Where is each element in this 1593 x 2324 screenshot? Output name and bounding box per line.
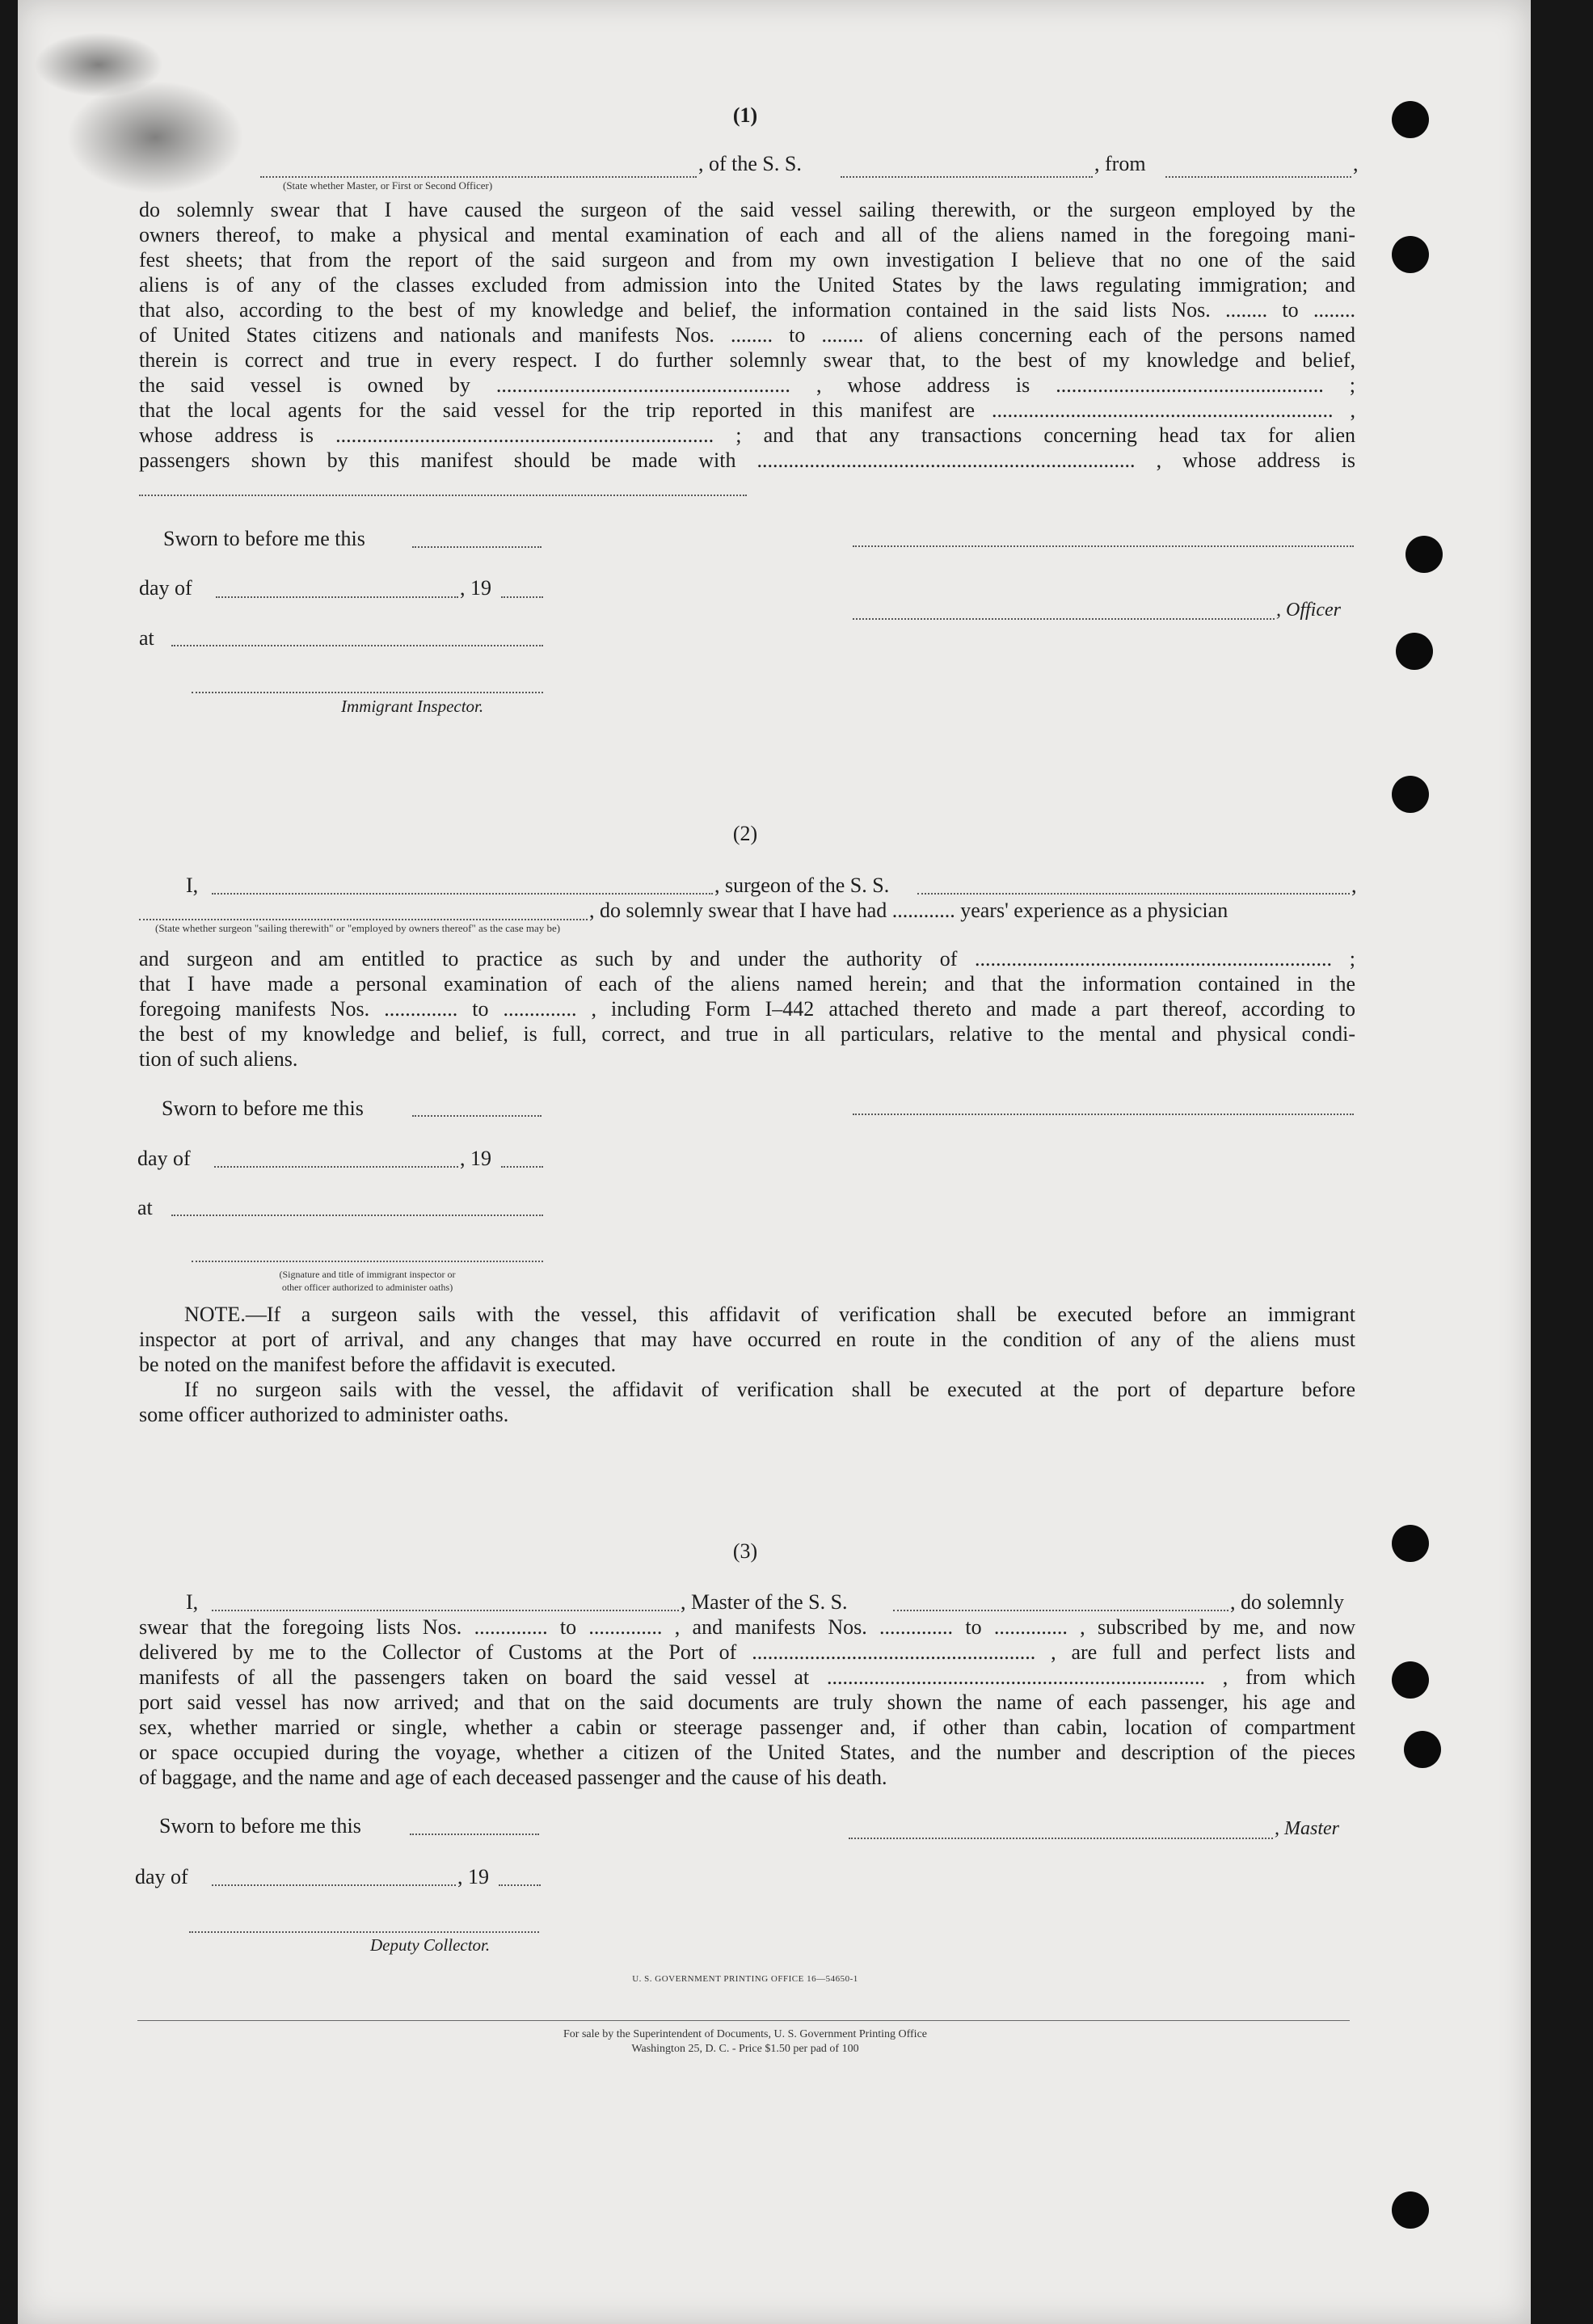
surgeon-status-field[interactable] [139,919,588,920]
day-of-month-field-2[interactable] [214,1166,458,1168]
sworn-date-field-1[interactable] [412,546,542,548]
binder-hole [1392,236,1429,273]
binder-hole [1405,536,1443,573]
sworn-date-field-2[interactable] [412,1115,542,1117]
affidavit-1-line: fest sheets; that from the report of the said surgeon and from my own investigation I believe that no one of the said [139,248,1355,272]
affidavit-1-line: owners thereof, to make a physical and mental examination of each and all of the aliens named in the foregoing mani- [139,223,1355,246]
officer-signature-line[interactable] [853,618,1275,620]
day-of-label-1: day of [139,576,192,600]
affidavit-2-line: that I have made a personal examination of each of the aliens named herein; and that the information contained in the [139,972,1355,996]
deputy-signature-line[interactable] [189,1931,539,1933]
signature-line-2[interactable] [192,1261,543,1262]
day-of-month-field-3[interactable] [212,1884,456,1886]
binder-hole [1404,1731,1441,1768]
officer-signature-line-top[interactable] [853,545,1354,547]
at-label-1: at [139,626,154,650]
footer-rule [137,2020,1350,2021]
comma-2: , [1351,874,1357,897]
day-of-label-2: day of [137,1147,191,1170]
sale-line-1: For sale by the Superintendent of Documents, U. S. Government Printing Office [563,2028,927,2040]
note-line: inspector at port of arrival, and any changes that may have occurred en route in the condition of any of the aliens must [139,1328,1355,1351]
surgeon-name-field[interactable] [212,893,713,895]
binder-hole [1396,633,1433,670]
binder-hole [1392,1525,1429,1562]
day-of-label-3: day of [135,1865,188,1888]
surgeon-signature-line[interactable] [853,1114,1354,1115]
i-label-2: I, [186,874,199,897]
master-name-field[interactable] [212,1610,679,1611]
sworn-label-2: Sworn to before me this [162,1097,364,1120]
affidavit-2-line: the best of my knowledge and belief, is full, correct, and true in all particulars, relative to the mental and physical condi- [139,1022,1355,1046]
officer-rank-field[interactable] [260,176,697,178]
inspector-signature-line[interactable] [192,692,543,693]
i-label-3: I, [186,1590,199,1614]
note2-line: some officer authorized to administer oaths. [139,1403,509,1426]
affidavit-3-line: swear that the foregoing lists Nos. .............. to .............. , and manifests Nos. .............. to .............. , subscribed by me, and now [139,1615,1355,1639]
at-label-2: at [137,1196,153,1219]
affidavit-3-line: sex, whether married or single, whether a cabin or steerage passenger and, if other than cabin, location of compartment [139,1716,1355,1739]
section-2-number: (2) [732,822,758,845]
master-ship-field[interactable] [893,1610,1228,1611]
affidavit-3-line: or space occupied during the voyage, whether a citizen of the United States, and the number and description of the pieces [139,1741,1355,1764]
surgeon-caption: (State whether surgeon "sailing therewith" or "employed by owners thereof" as the case may be) [155,922,561,934]
affidavit-3-line: of baggage, and the name and age of each deceased passenger and the cause of his death. [139,1766,887,1789]
master-label: , Master [1275,1818,1339,1839]
affidavit-1-line: aliens is of any of the classes excluded from admission into the United States by the laws regulating immigration; and [139,273,1355,297]
affidavit-1-line: of United States citizens and nationals and manifests Nos. ........ to ........ of aliens concerning each of the persons named [139,323,1355,347]
affidavit-1-line: passengers shown by this manifest should be made with ........................................................................ , whose address is [139,448,1355,472]
affidavit-3-line: delivered by me to the Collector of Customs at the Port of ...................................................... , are full and perfect lists and [139,1640,1355,1664]
binder-hole [1392,1661,1429,1699]
deputy-caption: Deputy Collector. [370,1935,491,1955]
head-tax-address-field[interactable] [139,495,747,496]
master-of-ss-label: , Master of the S. S. [681,1590,848,1614]
swear-line: , do solemnly swear that I have had ............ years' experience as a physician [589,899,1228,922]
signature-caption-2a: (Signature and title of immigrant inspector or [279,1269,456,1280]
binder-hole [1392,776,1429,813]
affidavit-2-line: tion of such aliens. [139,1047,298,1071]
sale-line-2: Washington 25, D. C. - Price $1.50 per pad of 100 [631,2043,859,2055]
day-of-month-field-1[interactable] [216,596,458,598]
affidavit-1-line: therein is correct and true in every respect. I do further solemnly swear that, to the best of my knowledge and belief, [139,348,1355,372]
note2-line: If no surgeon sails with the vessel, the affidavit of verification shall be executed at the port of departure before [184,1378,1355,1401]
departure-port-field[interactable] [1165,176,1351,178]
affidavit-1-line: whose address is ........................................................................ ; and that any transactions concerning head tax for alien [139,423,1355,447]
do-solemnly-label: , do solemnly [1230,1590,1344,1614]
year-field-3[interactable] [499,1884,541,1886]
ink-smudge [34,32,163,97]
form-page [18,0,1531,2324]
master-signature-line[interactable] [849,1838,1273,1839]
affidavit-1-line: do solemnly swear that I have caused the surgeon of the said vessel sailing therewith, or the surgeon employed by the [139,198,1355,221]
at-place-field-2[interactable] [171,1215,543,1216]
note-line: NOTE.—If a surgeon sails with the vessel, this affidavit of verification shall be executed before an immigrant [184,1303,1355,1326]
signature-caption-2b: other officer authorized to administer oaths) [281,1282,453,1293]
of-ss-label: , of the S. S. [698,152,802,175]
affidavit-2-line: and surgeon and am entitled to practice as such by and under the authority of .................................................................... ; [139,947,1355,970]
section-3-number: (3) [732,1539,758,1563]
affidavit-1-line: that also, according to the best of my knowledge and belief, the information contained in the said lists Nos. ........ to ........ [139,298,1355,322]
sworn-date-field-3[interactable] [410,1834,539,1835]
section-1-number: (1) [732,103,758,127]
affidavit-2-line: foregoing manifests Nos. .............. to .............. , including Form I–442 attached thereto and made a part thereof, according to [139,997,1355,1021]
officer-caption: (State whether Master, or First or Second Officer) [283,179,493,192]
year-label-2: , 19 [460,1147,491,1170]
header-comma: , [1353,152,1359,175]
year-field-2[interactable] [501,1166,543,1168]
from-label: , from [1094,152,1146,175]
affidavit-3-line: manifests of all the passengers taken on board the said vessel at ........................................................................ , from which [139,1665,1355,1689]
gpo-imprint: U. S. GOVERNMENT PRINTING OFFICE 16—54650-1 [632,1974,858,1984]
year-label-3: , 19 [457,1865,489,1888]
sworn-label-1: Sworn to before me this [163,527,365,550]
sworn-label-3: Sworn to before me this [159,1814,361,1838]
inspector-caption: Immigrant Inspector. [341,697,484,716]
year-label-1: , 19 [460,576,491,600]
at-place-field-1[interactable] [171,645,543,646]
affidavit-1-line: that the local agents for the said vessel for the trip reported in this manifest are ................................................................. , [139,398,1355,422]
binder-hole [1392,101,1429,138]
ink-smudge [66,81,244,194]
affidavit-1-line: the said vessel is owned by ........................................................ , whose address is ................................................... ; [139,373,1355,397]
surgeon-of-ss-label: , surgeon of the S. S. [714,874,890,897]
note-line: be noted on the manifest before the affidavit is executed. [139,1353,617,1376]
year-field-1[interactable] [501,596,543,598]
ship-name-field[interactable] [841,176,1093,178]
surgeon-ship-field[interactable] [917,893,1350,895]
affidavit-3-line: port said vessel has now arrived; and that on the said documents are truly shown the name of each passenger, his age and [139,1690,1355,1714]
binder-hole [1392,2191,1429,2229]
officer-label: , Officer [1276,600,1341,621]
